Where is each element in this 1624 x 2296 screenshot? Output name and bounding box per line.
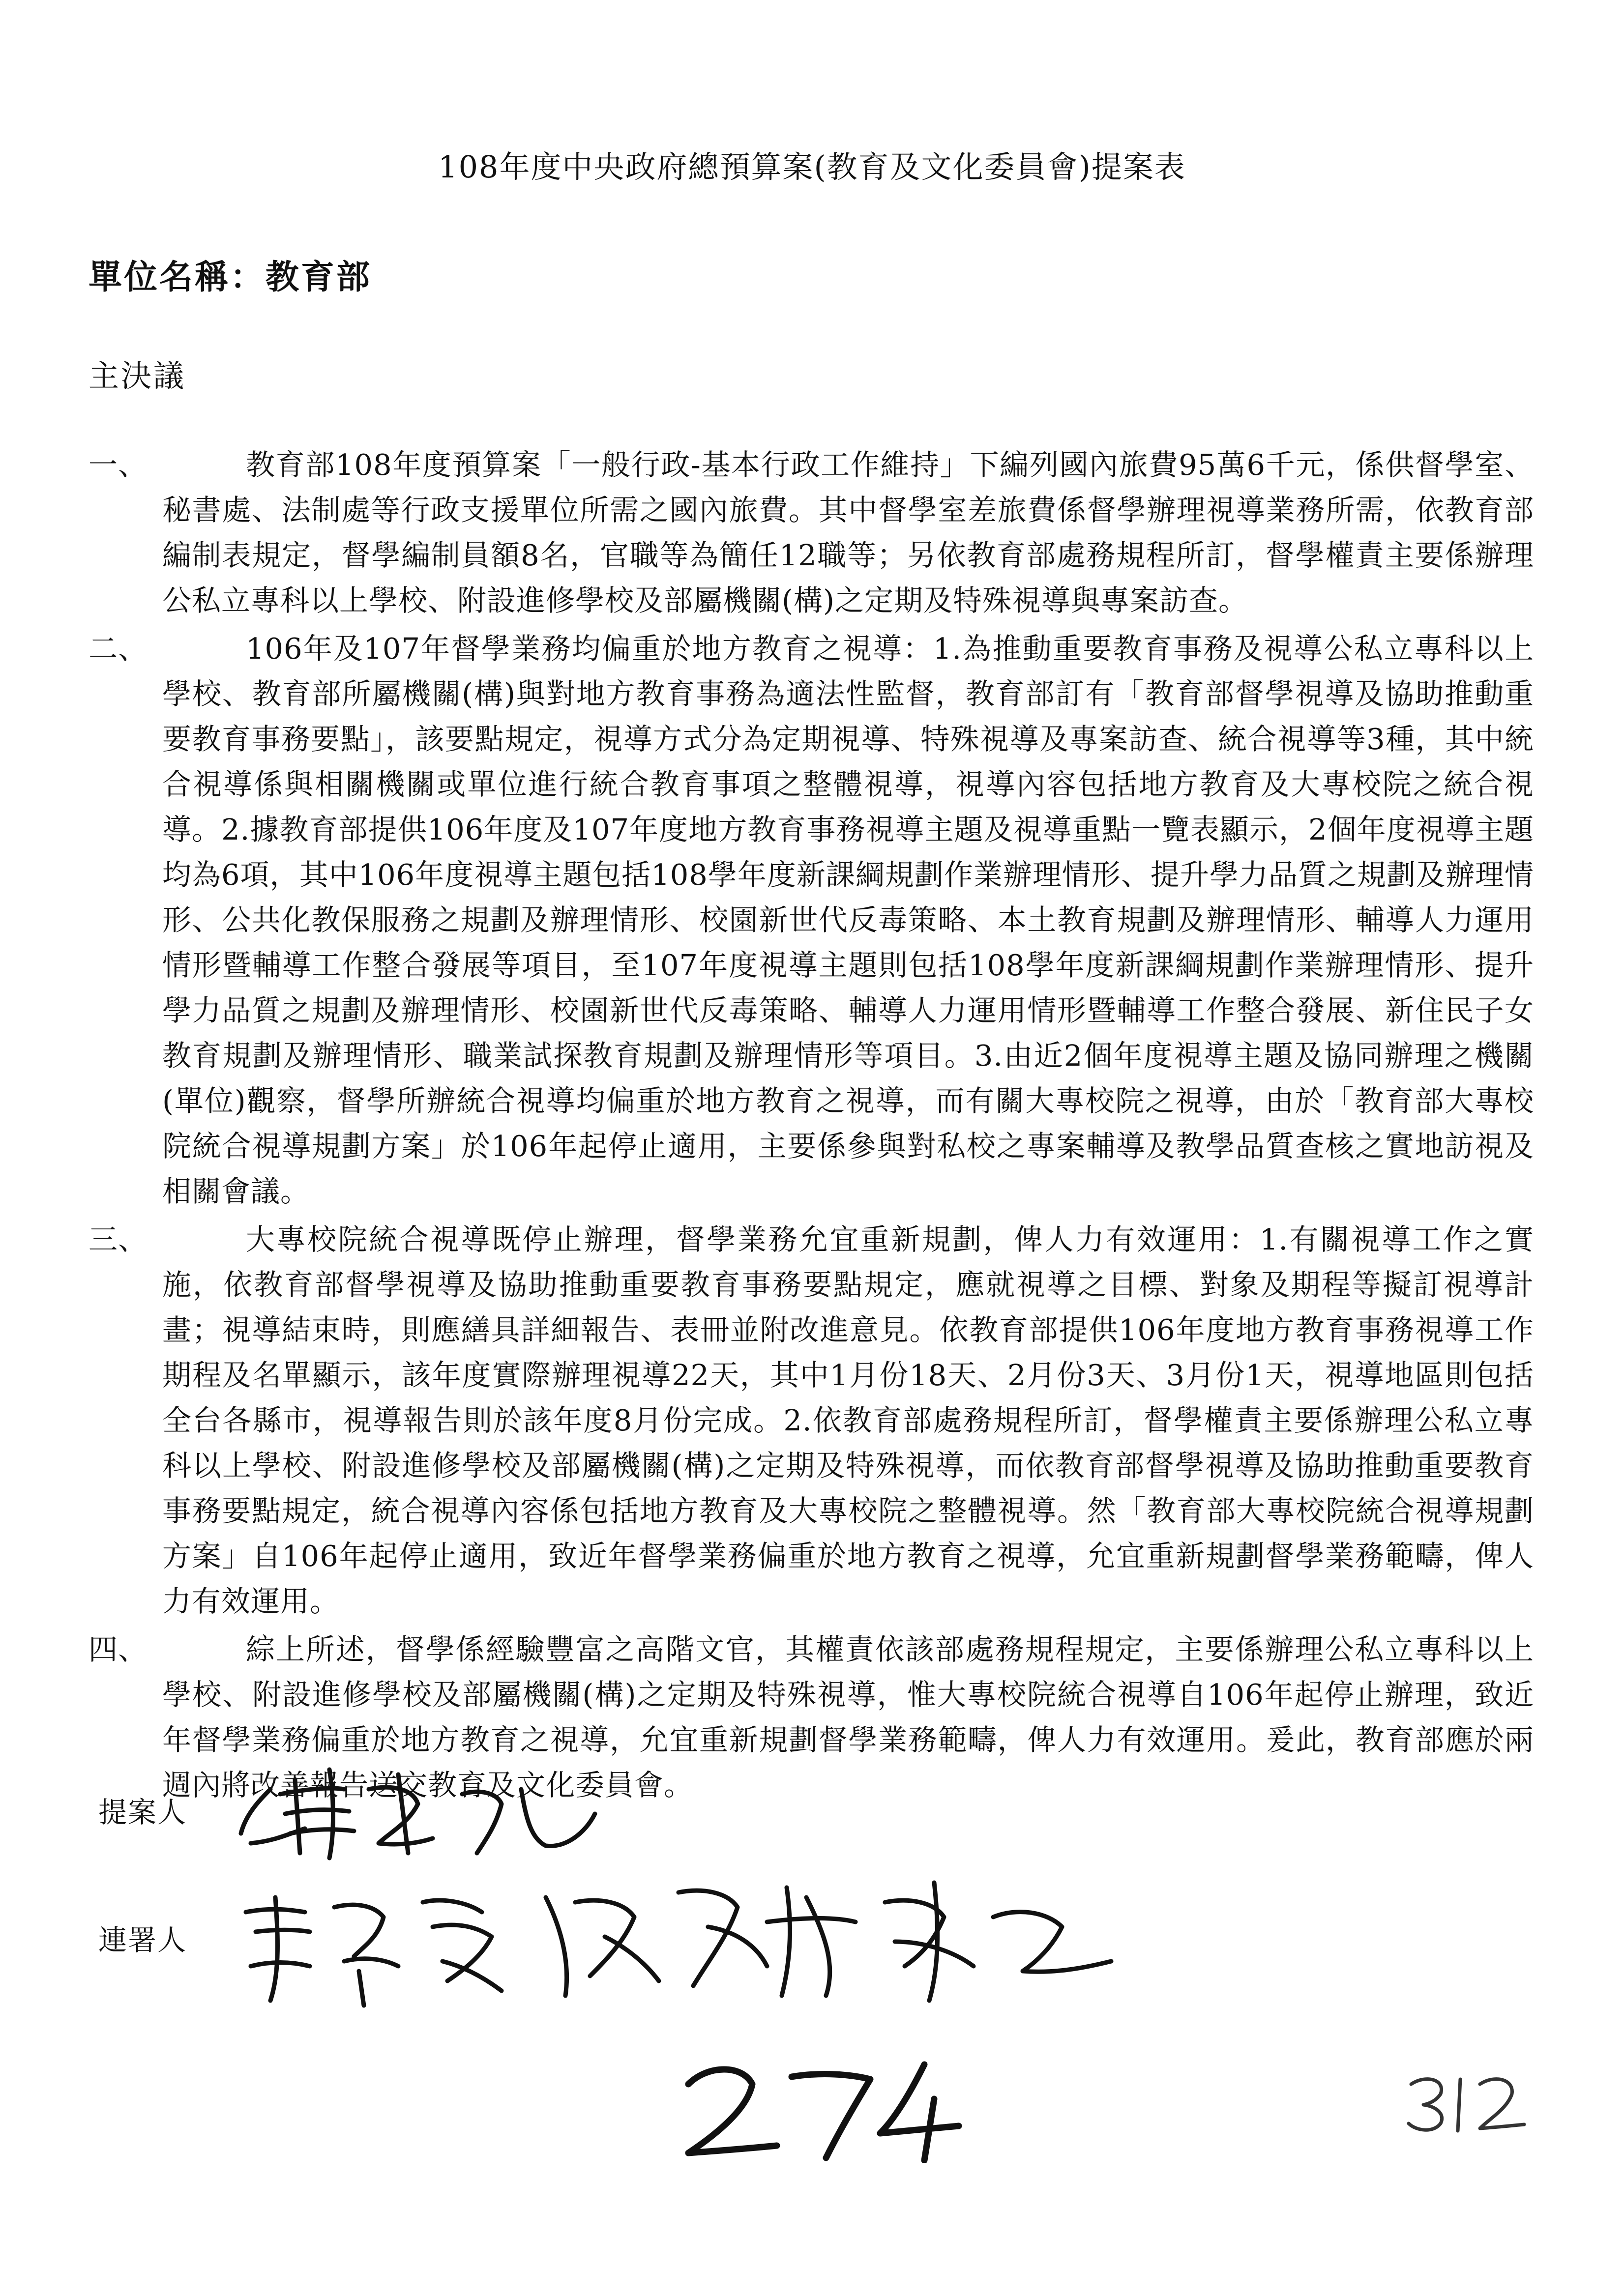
item-text: 教育部108年度預算案「一般行政-基本行政工作維持」下編列國內旅費95萬6千元，係供督學室、秘書處、法制處等行政支援單位所需之國內旅費。其中督學室差旅費係督學辦理視導業務所需，依教育部編制表規定，督學編制員額8名，官職等為簡任12職等；另依教育部處務規程所訂，督學權責主要係辦理公私立專科以上學校、附設進修學校及部屬機關(構)之定期及特殊視導與專案訪查。 (162, 448, 1534, 617)
page-title: 108年度中央政府總預算案(教育及文化委員會)提案表 (438, 149, 1186, 185)
item-text: 106年及107年督學業務均偏重於地方教育之視導：1.為推動重要教育事務及視導公私立專科以上學校、教育部所屬機關(構)與對地方教育事務為適法性監督，教育部訂有「教育部督學視導及協助推動重要教育事務要點」，該要點規定，視導方式分為定期視導、特殊視導及專案訪查、統合視導等3種，其中統合視導係與相關機關或單位進行統合教育事項之整體視導，視導內容包括地方教育及大專校院之統合視導。2.據教育部提供106年度及107年度地方教育事務視導主題及視導重點一覽表顯示，2個年度視導主題均為6項，其中106年度視導主題包括108學年度新課綱規劃作業辦理情形、提升學力品質之規劃及辦理情形、公共化教保服務之規劃及辦理情形、校園新世代反毒策略、本土教育規劃及辦理情形、輔導人力運用情形暨輔導工作整合發展等項目，至107年度視導主題則包括108學年度新課綱規劃作業辦理情形、提升學力品質之規劃及辦理情形、校園新世代反毒策略、輔導人力運用情形暨輔導工作整合發展、新住民子女教育規劃及辦理情形、職業試探教育規劃及辦理情形等項目。3.由近2個年度視導主題及協同辦理之機關(單位)觀察，督學所辦統合視導均偏重於地方教育之視導，而有關大專校院之視導，由於「教育部大專校院統合視導規劃方案」於106年起停止適用，主要係參與對私校之專案輔導及教學品質查核之實地訪視及相關會議。 (162, 632, 1534, 1208)
resolution-item-3 (89, 1217, 1534, 1624)
item-number: 一、 (89, 448, 148, 482)
item-number: 二、 (89, 632, 148, 666)
cosigner-signature-2 (531, 1868, 1121, 2015)
resolution-items (89, 442, 1534, 1811)
handwritten-corner-number (1401, 2064, 1529, 2140)
proposer-signature (231, 1760, 605, 1868)
cosigner-signature-1 (236, 1883, 511, 2010)
handwritten-page-number (669, 2055, 964, 2165)
resolution-item-1 (89, 442, 1534, 623)
resolution-heading: 主決議 (89, 358, 186, 394)
item-text: 大專校院統合視導既停止辦理，督學業務允宜重新規劃，俾人力有效運用：1.有關視導工作之實施，依教育部督學視導及協助推動重要教育事務要點規定，應就視導之目標、對象及期程等擬訂視導計畫；視導結束時，則應繕具詳細報告、表冊並附改進意見。依教育部提供106年度地方教育事務視導工作期程及名單顯示，該年度實際辦理視導22天，其中1月份18天、2月份3天、3月份1天，視導地區則包括全台各縣市，視導報告則於該年度8月份完成。2.依教育部處務規程所訂，督學權責主要係辦理公私立專科以上學校、附設進修學校及部屬機關(構)之定期及特殊視導，而依教育部督學視導及協助推動重要教育事務要點規定，統合視導內容係包括地方教育及大專校院之整體視導。然「教育部大專校院統合視導規劃方案」自106年起停止適用，致近年督學業務偏重於地方教育之視導，允宜重新規劃督學業務範疇，俾人力有效運用。 (162, 1222, 1534, 1618)
cosigner-label: 連署人 (98, 1923, 187, 1957)
item-number: 三、 (89, 1222, 148, 1256)
signature-area (89, 1770, 1514, 2212)
item-number: 四、 (89, 1632, 148, 1666)
resolution-item-2 (89, 626, 1534, 1214)
unit-name: 單位名稱：教育部 (89, 258, 372, 297)
proposer-label: 提案人 (98, 1796, 187, 1829)
item-text: 綜上所述，督學係經驗豐富之高階文官，其權責依該部處務規程規定，主要係辦理公私立專科以上學校、附設進修學校及部屬機關(構)之定期及特殊視導，惟大專校院統合視導自106年起停止辦理，致近年督學業務偏重於地方教育之視導，允宜重新規劃督學業務範疇，俾人力有效運用。爰此，教育部應於兩週內將改善報告送交教育及文化委員會。 (162, 1632, 1534, 1802)
